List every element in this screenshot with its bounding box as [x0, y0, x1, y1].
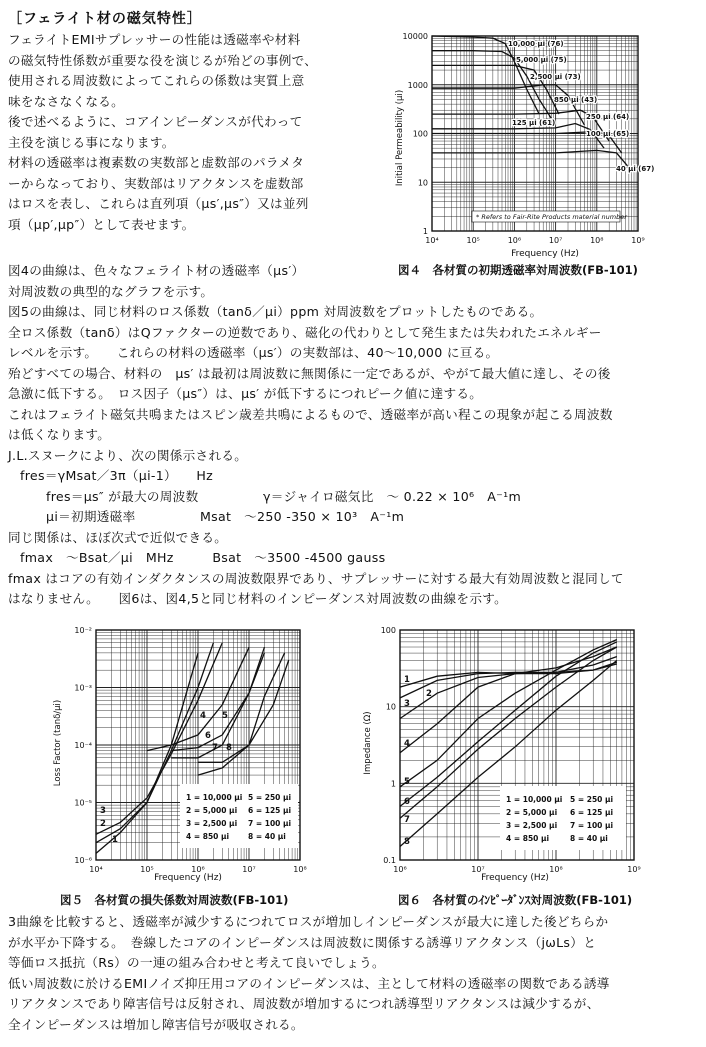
- series-line-4: [400, 647, 617, 753]
- intro-line: の磁気特性係数が重要な役を演じるが殆どの事例で、: [8, 52, 318, 68]
- intro-paragraph: [8, 30, 317, 235]
- series-number-label: 8: [226, 743, 232, 753]
- body-line: fmax はコアの有効インダクタンスの周波数限界であり、サプレッサーに対する最大有効周波数と混同して: [8, 570, 624, 586]
- figure-4-note: * Refers to Fair-Rite Products material number: [476, 213, 627, 221]
- legend-entry: 5 = 250 μi: [570, 795, 614, 804]
- intro-line: 味をなさなくなる。: [8, 93, 125, 109]
- legend-entry: 5 = 250 μi: [248, 793, 292, 802]
- y-tick-label: 100: [380, 626, 396, 635]
- conclusion-line: が水平か下降する。 巻線したコアのインピーダンスは周波数に関係する誘導リアクタンス（jωLs）と: [8, 934, 597, 950]
- y-tick-label: 1: [390, 779, 396, 789]
- legend-entry: 7 = 100 μi: [248, 819, 292, 828]
- series-label: 850 μi (43): [554, 96, 598, 104]
- series-number-label: 6: [404, 797, 410, 807]
- body-line: はなりません。 図6は、図4,5と同じ材料のインピーダンス対周波数の曲線を示す。: [8, 591, 508, 606]
- figure-6-x-label: Frequency (Hz): [481, 873, 549, 883]
- x-tick-label: 10⁹: [631, 236, 645, 245]
- series-number-label: 1: [404, 675, 410, 685]
- figure-4-x-label: Frequency (Hz): [511, 249, 579, 259]
- intro-line: 使用される周波数によってこれらの係数は実質上意: [8, 73, 305, 88]
- x-tick-label: 10⁴: [425, 236, 439, 245]
- figure-6-legend: [500, 786, 626, 850]
- series-number-label: 7: [404, 815, 410, 825]
- body-line: 図5の曲線は、同じ材料のロス係数（tanδ／μi）ppm 対周波数をプロットしたものである。: [8, 304, 543, 319]
- legend-entry: 6 = 125 μi: [570, 808, 614, 817]
- legend-entry: 2 = 5,000 μi: [186, 806, 238, 815]
- y-tick-label: 10⁻⁶: [74, 856, 92, 865]
- body-paragraph: [8, 261, 624, 610]
- series-number-label: 8: [404, 837, 410, 847]
- body-line: 図4の曲線は、色々なフェライト材の透磁率（μs′）: [8, 263, 305, 278]
- figure-4-y-label: Initial Permeability (μi): [395, 89, 405, 187]
- conclusion-line: 全インピーダンスは増加し障害信号が吸収される。: [8, 1016, 304, 1032]
- legend-entry: 3 = 2,500 μi: [186, 819, 238, 828]
- legend-entry: 8 = 40 μi: [570, 834, 608, 843]
- series-line-6: [171, 653, 264, 751]
- conclusion-paragraph: [8, 912, 610, 1035]
- conclusion-line: 低い周波数に於けるEMIノイズ抑圧用コアのインピーダンスは、主として材料の透磁率の関数である誘導: [8, 975, 610, 991]
- legend-entry: 6 = 125 μi: [248, 806, 292, 815]
- y-tick-label: 100: [412, 129, 428, 139]
- y-tick-label: 10: [417, 178, 428, 188]
- series-number-label: 3: [100, 806, 106, 816]
- series-number-label: 7: [212, 743, 218, 753]
- x-tick-label: 10⁷: [548, 236, 563, 245]
- figure-6-chart: [360, 618, 650, 886]
- legend-entry: 8 = 40 μi: [248, 832, 286, 841]
- formula-line: fres＝μs″ が最大の周波数 γ＝ジャイロ磁気比 ～ 0.22 × 10⁶ A⁻¹m: [46, 488, 522, 504]
- intro-line: フェライトEMIサプレッサーの性能は透磁率や材料: [8, 32, 301, 47]
- series-label: 125 μi (61): [512, 119, 556, 127]
- figure-6-y-label: Impedance (Ω): [363, 711, 373, 775]
- body-line: 急激に低下する。 ロス因子（μs″）は、μs′ が低下するにつれピーク値に達する。: [8, 386, 483, 401]
- series-number-label: 2: [426, 689, 432, 699]
- series-label: 40 μi (67): [616, 165, 655, 173]
- intro-line: ーからなっており、実数部はリアクタンスを虚数部: [8, 175, 304, 191]
- body-line: 全ロス係数（tanδ）はQファクターの逆数であり、磁化の代わりとして発生または失われたエネルギー: [8, 324, 602, 340]
- series-number-label: 6: [205, 731, 211, 741]
- x-tick-label: 10⁶: [393, 865, 407, 874]
- page-title: ［フェライト材の磁気特性］: [8, 11, 202, 27]
- x-tick-label: 10⁸: [590, 236, 604, 245]
- x-tick-label: 10⁸: [293, 865, 307, 874]
- figure-5-legend: [180, 784, 298, 848]
- legend-entry: 7 = 100 μi: [570, 821, 614, 830]
- y-tick-label: 10⁻⁵: [74, 798, 92, 808]
- figure-5-caption: 図５ 各材質の損失係数対周波数(FB-101): [60, 893, 289, 907]
- y-tick-label: 10000: [402, 32, 428, 41]
- y-tick-label: 10⁻²: [74, 626, 92, 635]
- series-number-label: 4: [404, 739, 410, 749]
- y-tick-label: 0.1: [383, 856, 396, 865]
- legend-entry: 1 = 10,000 μi: [186, 793, 243, 802]
- x-tick-label: 10⁷: [471, 865, 485, 874]
- y-tick-label: 10: [385, 702, 396, 712]
- formula-line: μi＝初期透磁率 Msat ～250 -350 × 10³ A⁻¹m: [46, 509, 405, 524]
- body-line: 同じ関係は、ほぼ次式で近似できる。: [8, 529, 228, 545]
- formula-line: fres＝γMsat／3π（μi-1） Hz: [20, 468, 214, 483]
- y-tick-label: 10⁻⁴: [74, 741, 92, 750]
- series-label: 5,000 μi (75): [516, 56, 567, 64]
- formula-line: fmax ～Bsat／μi MHz Bsat ～3500 -4500 gauss: [20, 550, 386, 565]
- legend-entry: 1 = 10,000 μi: [506, 795, 563, 804]
- figure-5-y-label: Loss Factor (tanδ/μi): [53, 699, 63, 787]
- x-tick-label: 10⁷: [242, 865, 256, 874]
- x-tick-label: 10⁶: [191, 865, 205, 874]
- figure-5-chart: [50, 618, 310, 886]
- legend-entry: 4 = 850 μi: [186, 832, 230, 841]
- body-line: これはフェライト磁気共鳴またはスピン歳差共鳴によるもので、透磁率が高い程この現象が起こる周波数: [8, 406, 613, 422]
- series-label: 10,000 μi (76): [508, 40, 564, 48]
- y-tick-label: 1: [422, 227, 428, 236]
- body-line: 対周波数の典型的なグラフを示す。: [8, 283, 214, 299]
- series-number-label: 2: [100, 819, 106, 829]
- legend-entry: 3 = 2,500 μi: [506, 821, 558, 830]
- intro-line: 後で述べるように、コアインピーダンスが代わって: [8, 114, 303, 129]
- x-tick-label: 10⁹: [627, 865, 641, 874]
- figure-5-x-label: Frequency (Hz): [154, 873, 222, 883]
- y-tick-label: 10⁻³: [74, 683, 92, 693]
- conclusion-line: リアクタンスであり障害信号は反射され、周波数が増加するにつれ誘導型リアクタンスは減少するが、: [8, 996, 600, 1011]
- y-tick-label: 1000: [407, 80, 428, 90]
- body-line: レベルを示す。 これらの材料の透磁率（μs′）の実数部は、40～10,000 に亘る。: [8, 345, 499, 360]
- conclusion-line: 等価ロス抵抗（Rs）の一連の組み合わせと考えて良いでしょう。: [8, 955, 385, 970]
- x-tick-label: 10⁵: [466, 236, 480, 245]
- series-number-label: 3: [404, 699, 410, 709]
- series-label: 2,500 μi (73): [530, 73, 581, 81]
- x-tick-label: 10⁵: [140, 865, 154, 874]
- body-line: J.L.スヌークにより、次の関係示される。: [8, 447, 248, 463]
- intro-line: 材料の透磁率は複素数の実数部と虚数部のパラメタ: [8, 155, 305, 170]
- series-number-label: 5: [222, 711, 228, 721]
- figure-6-caption: 図６ 各材質のｲﾝﾋﾟｰﾀﾞﾝｽ対周波数(FB-101): [398, 893, 633, 907]
- intro-line: 主役を演じる事になります。: [8, 134, 175, 150]
- body-line: は低くなります。: [8, 427, 111, 442]
- x-tick-label: 10⁴: [89, 865, 103, 874]
- series-number-label: 5: [404, 777, 410, 787]
- intro-line: はロスを表し、これらは直列項（μs′,μs″）又は並列: [8, 196, 309, 211]
- series-number-label: 1: [112, 835, 118, 845]
- series-line-5: [400, 640, 617, 787]
- intro-line: 項（μp′,μp″）として表せます。: [8, 216, 195, 232]
- series-label: 250 μi (64): [586, 113, 630, 121]
- x-tick-label: 10⁶: [507, 236, 522, 245]
- body-line: 殆どすべての場合、材料の μs′ は最初は周波数に無関係に一定であるが、やがて最大値に達し、その後: [8, 365, 611, 381]
- figure-4-chart: [390, 28, 660, 262]
- series-label: 100 μi (65): [586, 130, 630, 138]
- conclusion-line: 3曲線を比較すると、透磁率が減少するにつれてロスが増加しインピーダンスが最大に達した後どちらか: [8, 914, 609, 929]
- legend-entry: 2 = 5,000 μi: [506, 808, 558, 817]
- series-number-label: 4: [200, 711, 206, 721]
- x-tick-label: 10⁸: [549, 865, 563, 874]
- figure-4-caption: 図４ 各材質の初期透磁率対周波数(FB-101): [398, 263, 638, 277]
- legend-entry: 4 = 850 μi: [506, 834, 550, 843]
